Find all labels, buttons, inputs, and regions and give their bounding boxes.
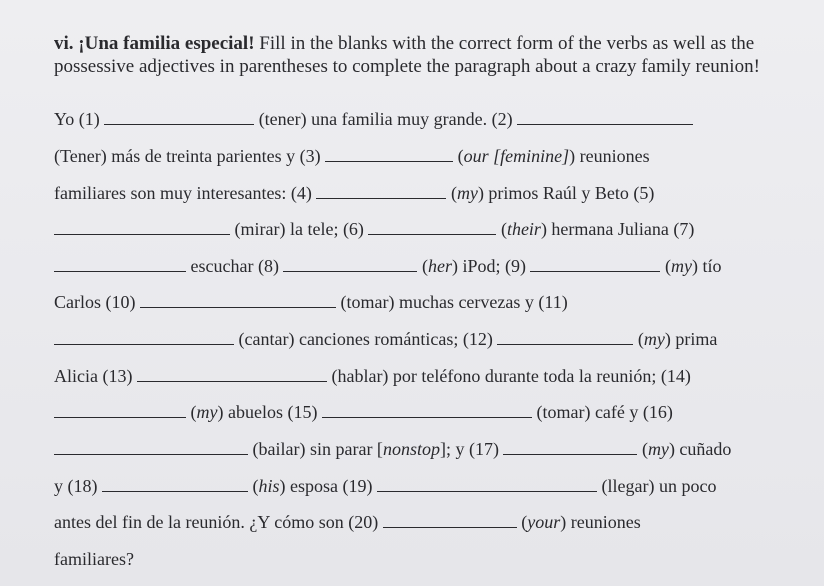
- line-text-italic: my: [196, 402, 218, 422]
- line-text: (: [660, 256, 671, 276]
- line-text: (Tener) más de treinta parientes y (3): [54, 146, 326, 166]
- line-text: ) primos Raúl y Beto (5): [477, 183, 655, 203]
- line-text: familiares?: [54, 549, 134, 569]
- paragraph-line-10: [54, 438, 731, 460]
- line-text-italic: our [feminine]: [463, 146, 570, 166]
- blank-6[interactable]: [368, 218, 496, 235]
- paragraph-line-4: [54, 218, 694, 240]
- paragraph-line-13: [54, 548, 134, 570]
- line-text: (: [453, 146, 464, 166]
- paragraph-line-1: [54, 108, 693, 130]
- blank-2[interactable]: [517, 108, 693, 125]
- line-text: Yo (1): [54, 109, 105, 129]
- line-text: ) abuelos (15): [217, 402, 322, 422]
- blank-16[interactable]: [54, 438, 248, 455]
- line-text: ) iPod; (9): [451, 256, 531, 276]
- paragraph-line-3: [54, 182, 654, 204]
- line-text: Carlos (10): [54, 292, 140, 312]
- blank-10[interactable]: [140, 291, 336, 308]
- line-text: (bailar) sin parar [: [248, 439, 383, 459]
- line-text-italic: their: [506, 219, 541, 239]
- line-text: ) reuniones: [560, 512, 641, 532]
- line-text: (: [417, 256, 428, 276]
- line-text: ) cuñado: [668, 439, 732, 459]
- line-text: y (18): [54, 476, 102, 496]
- line-text: (tener) una familia muy grande. (2): [254, 109, 518, 129]
- blank-3[interactable]: [325, 145, 453, 162]
- paragraph-line-11: [54, 475, 716, 497]
- line-text-italic: her: [427, 256, 452, 276]
- line-text-italic: your: [527, 512, 561, 532]
- blank-19[interactable]: [377, 475, 597, 492]
- line-text: (: [248, 476, 259, 496]
- exercise-heading: [54, 32, 804, 78]
- line-text: familiares son muy interesantes: (4): [54, 183, 317, 203]
- line-text: (llegar) un poco: [597, 476, 717, 496]
- blank-13[interactable]: [137, 365, 327, 382]
- blank-8[interactable]: [283, 255, 417, 272]
- paragraph-line-5: [54, 255, 721, 277]
- line-text: (: [446, 183, 457, 203]
- exercise-number: vi.: [54, 33, 74, 54]
- blank-12[interactable]: [497, 328, 633, 345]
- line-text: (: [516, 512, 528, 532]
- line-text: (: [633, 329, 644, 349]
- line-text: (: [496, 219, 507, 239]
- line-text: ) prima: [664, 329, 718, 349]
- line-text-italic: my: [643, 329, 665, 349]
- blank-1[interactable]: [104, 108, 254, 125]
- line-text: (mirar) la tele; (6): [230, 219, 369, 239]
- line-text: ) esposa (19): [279, 476, 377, 496]
- line-text: ) tío: [691, 256, 722, 276]
- paragraph-line-8: [54, 365, 691, 387]
- blank-15[interactable]: [322, 401, 532, 418]
- paragraph-line-6: [54, 291, 568, 313]
- line-text: Alicia (13): [54, 366, 137, 386]
- blank-9[interactable]: [530, 255, 660, 272]
- line-text-italic: my: [647, 439, 669, 459]
- exercise-instructions: Fill in the blanks with the correct form of the verbs as well as the possessive adjectives in parentheses to complete the paragraph about a crazy family reunion!: [54, 33, 760, 77]
- exercise-title: ¡Una familia especial!: [78, 33, 255, 54]
- line-text: ]; y (17): [439, 439, 504, 459]
- paragraph-line-9: [54, 401, 673, 423]
- blank-14[interactable]: [54, 401, 186, 418]
- paragraph-line-12: [54, 511, 641, 533]
- blank-7[interactable]: [54, 255, 186, 272]
- line-text: (: [186, 402, 197, 422]
- paragraph-line-7: [54, 328, 717, 350]
- line-text-italic: my: [670, 256, 692, 276]
- line-text: escuchar (8): [186, 256, 284, 276]
- line-text: (: [637, 439, 648, 459]
- blank-11[interactable]: [54, 328, 234, 345]
- line-text-italic: his: [258, 476, 280, 496]
- line-text: (cantar) canciones románticas; (12): [234, 329, 498, 349]
- line-text-italic: my: [456, 183, 478, 203]
- line-text: ) hermana Juliana (7): [540, 219, 695, 239]
- blank-18[interactable]: [102, 475, 248, 492]
- line-text: ) reuniones: [569, 146, 650, 166]
- line-text: (tomar) café y (16): [531, 402, 673, 422]
- paragraph-line-2: [54, 145, 650, 167]
- line-text: (tomar) muchas cervezas y (11): [335, 292, 568, 312]
- blank-5[interactable]: [54, 218, 230, 235]
- blank-17[interactable]: [503, 438, 637, 455]
- line-text-italic: nonstop: [382, 439, 440, 459]
- blank-20[interactable]: [383, 511, 517, 528]
- blank-4[interactable]: [316, 182, 446, 199]
- line-text: antes del fin de la reunión. ¿Y cómo son (20): [54, 512, 383, 532]
- line-text: (hablar) por teléfono durante toda la reunión; (14): [326, 366, 691, 386]
